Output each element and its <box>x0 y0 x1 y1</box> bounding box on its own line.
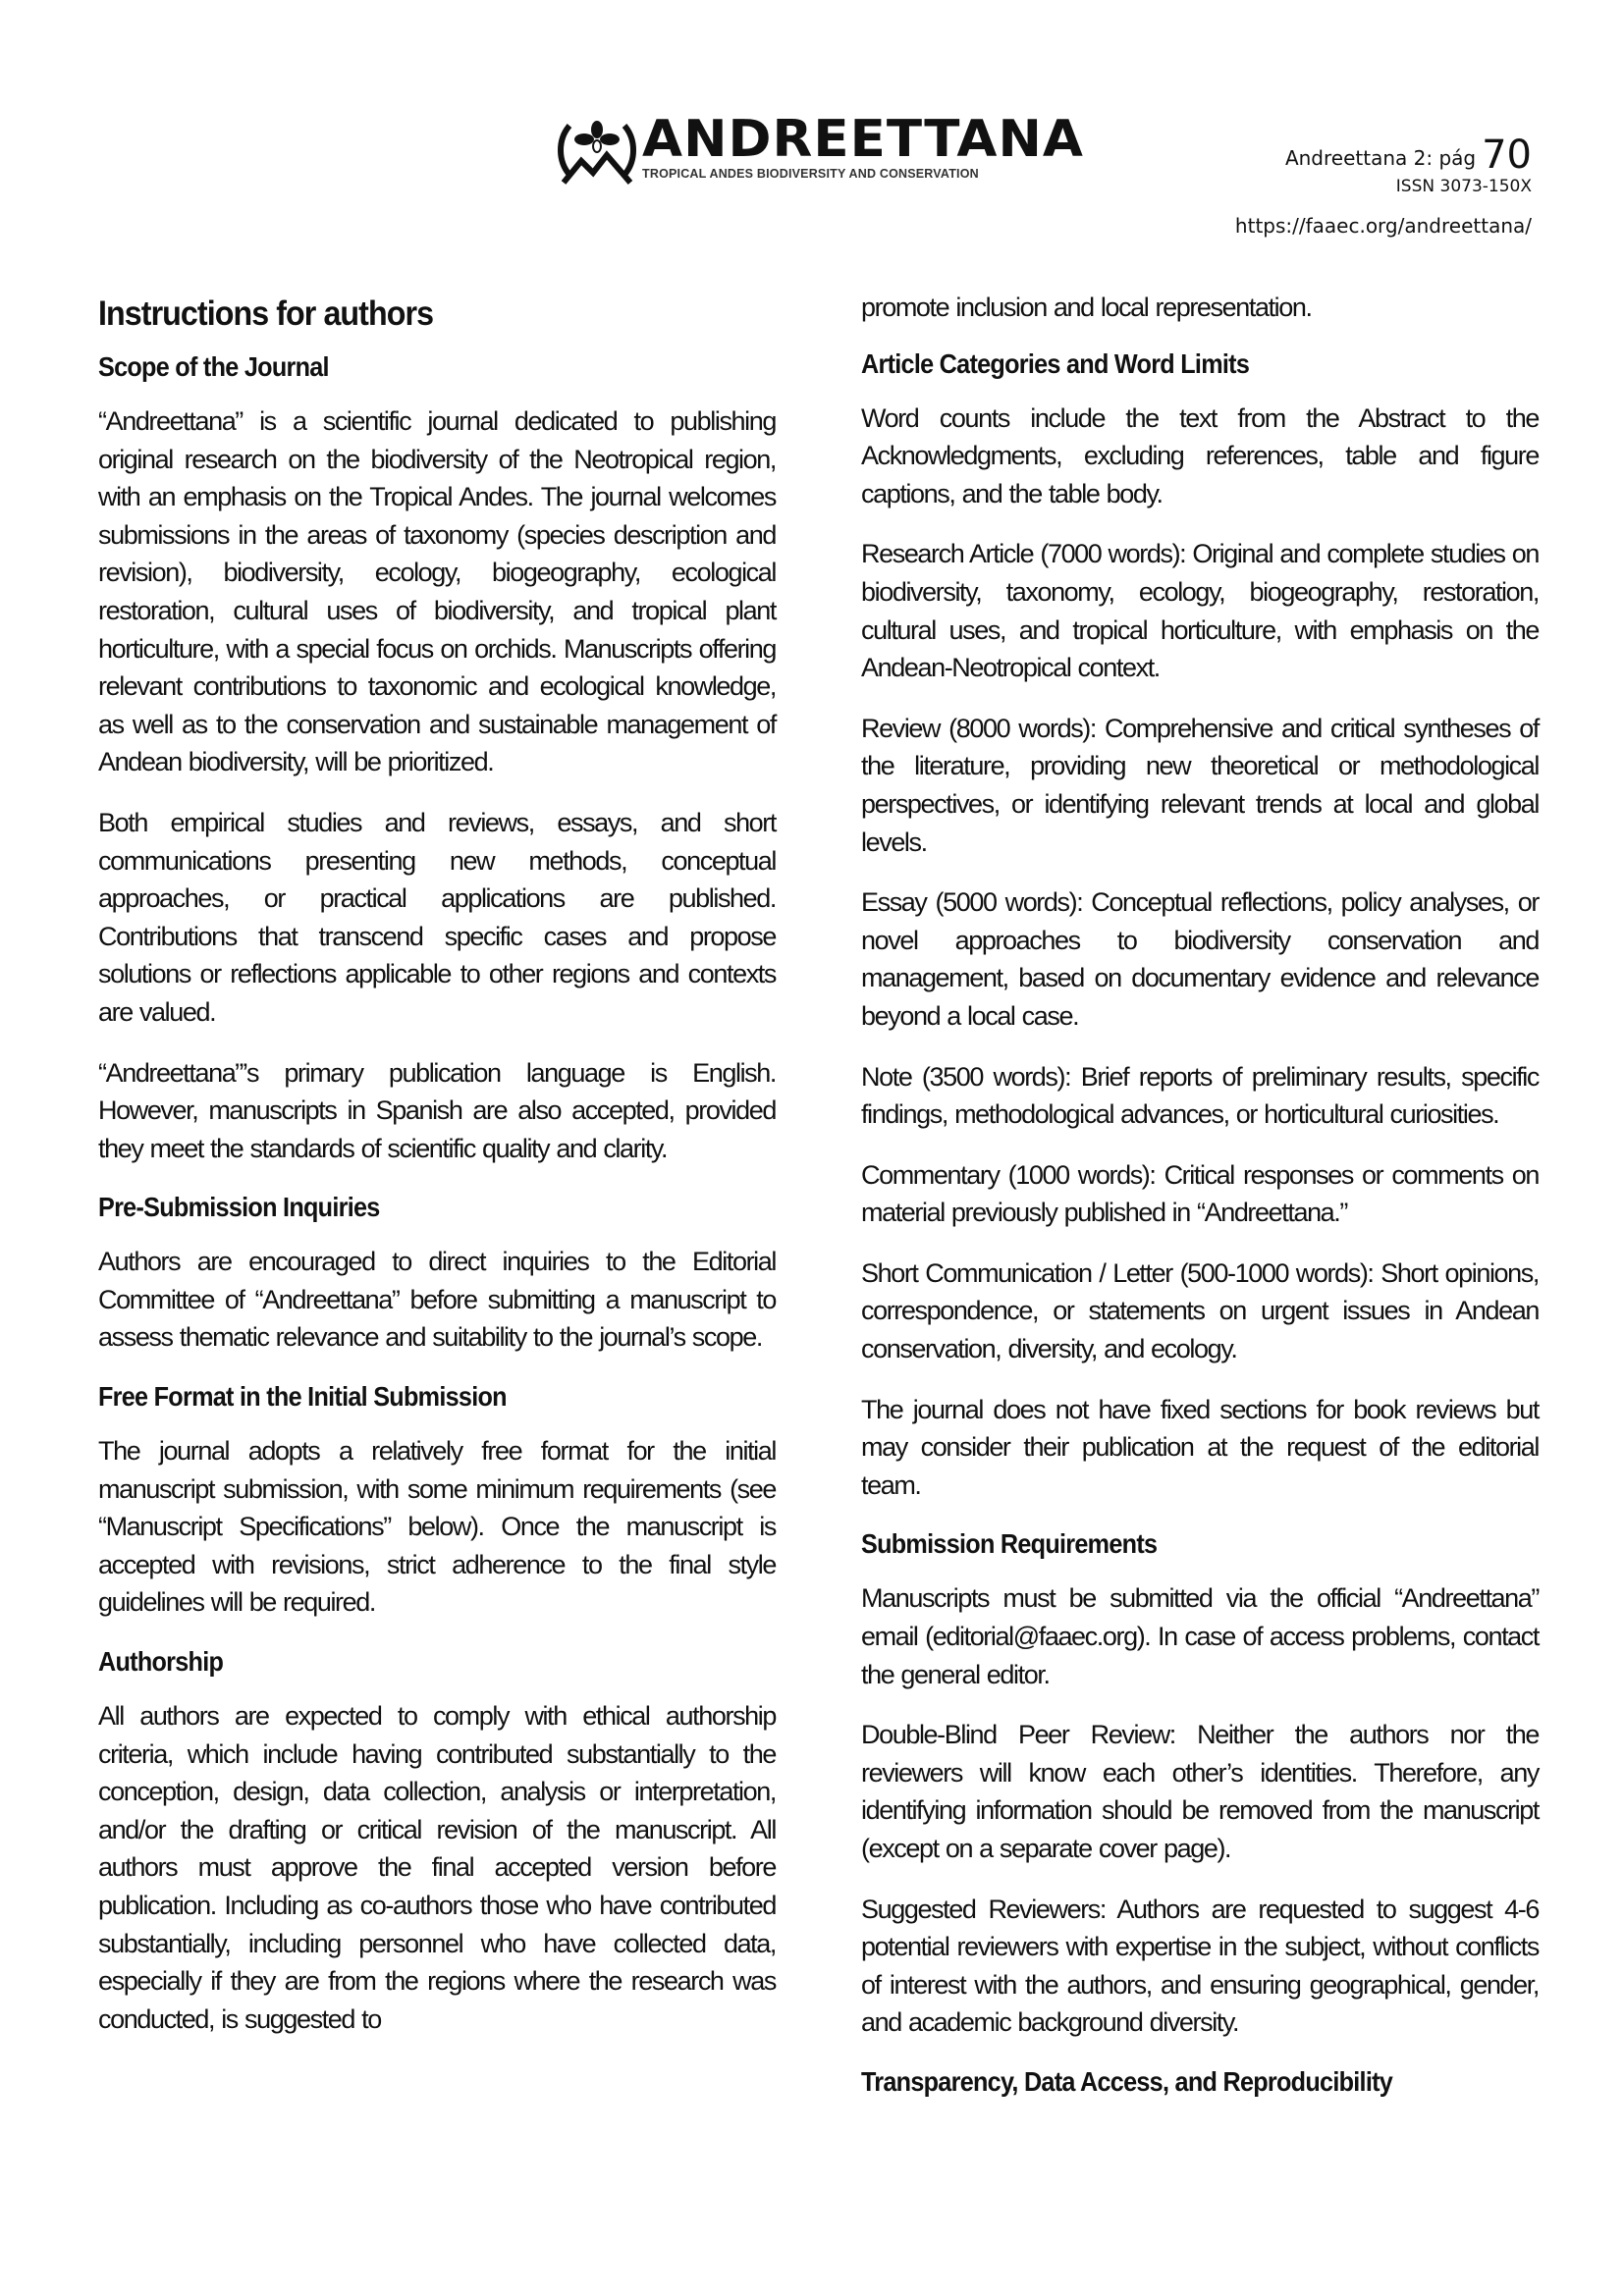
section-heading-pre-submission: Pre-Submission Inquiries <box>98 1192 380 1223</box>
paragraph: All authors are expected to comply with ethical authorship criteria, which include having contributed substantially to the conception, design, data collection, analysis or interpretation, and/or the drafting or critical revision of the manuscript. All authors must approve the final accepted version before publication. Including as co-authors those who have contributed substantially, including personnel who have collected data, especially if they are from the regions where the research was conducted, is suggested to <box>98 1701 776 2034</box>
section-heading-scope: Scope of the Journal <box>98 351 329 382</box>
paragraph: Both empirical studies and reviews, essays, and short communications presenting new methods, conceptual approaches, or practical applications are published. Contributions that transcend specific cases and propose solutions or reflections applicable to other regions and contexts are valued. <box>98 807 776 1027</box>
paragraph: Research Article (7000 words): Original and complete studies on biodiversity, taxonomy, ecology, biogeography, restoration, cultural uses, and tropical horticulture, with emphasis on the Andean-Neotropical context. <box>861 539 1539 683</box>
paragraph: Commentary (1000 words): Critical responses or comments on material previously published in “Andreettana.” <box>861 1159 1539 1228</box>
paragraph: Suggested Reviewers: Authors are requested to suggest 4-6 potential reviewers with expertise in the subject, without conflicts of interest with the authors, and ensuring geographical, gender, and academic background diversity. <box>861 1894 1539 2038</box>
paragraph: Note (3500 words): Brief reports of preliminary results, specific findings, methodological advances, or horticultural curiosities. <box>861 1061 1539 1130</box>
page-number: 70 <box>1482 133 1532 178</box>
paragraph: Manuscripts must be submitted via the official “Andreettana” email (editorial@faaec.org). In case of access problems, contact the general editor. <box>861 1583 1539 1689</box>
paragraph: Double-Blind Peer Review: Neither the authors nor the reviewers will know each other’s identities. Therefore, any identifying information should be removed from the manuscript (except on a separate cover page). <box>861 1720 1539 1863</box>
page-title: Instructions for authors <box>98 294 434 333</box>
paragraph: Authors are encouraged to direct inquiries to the Editorial Committee of “Andreettana” before submitting a manuscript to assess thematic relevance and suitability to the journal’s scope. <box>98 1247 776 1353</box>
journal-logo <box>556 110 1084 192</box>
right-column <box>861 289 1539 2117</box>
section-heading-authorship: Authorship <box>98 1646 224 1678</box>
left-column <box>98 289 776 2060</box>
section-heading-transparency: Transparency, Data Access, and Reproducibility <box>861 2065 1393 2097</box>
paragraph: Essay (5000 words): Conceptual reflections, policy analyses, or novel approaches to biodiversity conservation and management, based on documentary evidence and relevance beyond a local case. <box>861 887 1539 1031</box>
paragraph: The journal adopts a relatively free format for the initial manuscript submission, with some minimum requirements (see “Manuscript Specifications” below). Once the manuscript is accepted with revisions, strict adherence to the final style guidelines will be required. <box>98 1436 776 1618</box>
journal-url-link[interactable]: https://faaec.org/andreettana/ <box>1234 214 1532 238</box>
continued-paragraph: promote inclusion and local representation. <box>861 293 1312 322</box>
journal-reference: Andreettana 2: pág <box>1284 146 1477 170</box>
issn: ISSN 3073-150X <box>1395 177 1532 196</box>
paragraph: “Andreettana”’s primary publication language is English. However, manuscripts in Spanish are also accepted, provided they meet the standards of scientific quality and clarity. <box>98 1057 776 1163</box>
issue-info <box>1285 135 1532 195</box>
orchid-mountain-logo-icon <box>556 114 638 192</box>
section-heading-submission-requirements: Submission Requirements <box>861 1528 1158 1560</box>
paragraph: Short Communication / Letter (500-1000 words): Short opinions, correspondence, or statements on urgent issues in Andean conservation, diversity, and ecology. <box>861 1257 1539 1364</box>
paragraph: Word counts include the text from the Abstract to the Acknowledgments, excluding references, table and figure captions, and the table body. <box>861 402 1539 508</box>
paragraph: The journal does not have fixed sections for book reviews but may consider their publication at the request of the editorial team. <box>861 1394 1539 1500</box>
page-header <box>0 0 1624 255</box>
logo-tagline: TROPICAL ANDES BIODIVERSITY AND CONSERVATION <box>642 167 979 181</box>
logo-name: ANDREETTANA <box>642 110 1084 169</box>
paragraph: “Andreettana” is a scientific journal dedicated to publishing original research on the biodiversity of the Neotropical region, with an emphasis on the Tropical Andes. The journal welcomes submissions in the areas of taxonomy (species description and revision), biodiversity, ecology, biogeography, ecological restoration, cultural uses of biodiversity, and tropical plant horticulture, with a special focus on orchids. Manuscripts offering relevant contributions to taxonomic and ecological knowledge, as well as to the conservation and sustainable management of Andean biodiversity, will be prioritized. <box>98 406 776 777</box>
section-heading-free-format: Free Format in the Initial Submission <box>98 1381 507 1413</box>
section-heading-article-categories: Article Categories and Word Limits <box>861 347 1250 379</box>
paragraph: Review (8000 words): Comprehensive and critical syntheses of the literature, providing new theoretical or methodological perspectives, or identifying relevant trends at local and global levels. <box>861 713 1539 857</box>
